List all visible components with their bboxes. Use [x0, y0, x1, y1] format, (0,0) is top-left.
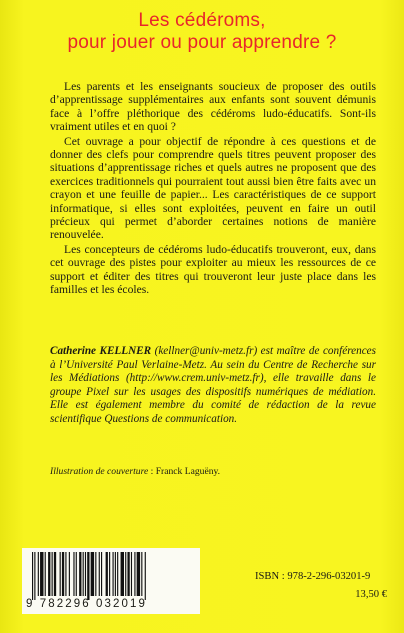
- barcode: [22, 548, 200, 614]
- book-title: [0, 10, 404, 54]
- price: 13,50 €: [355, 589, 387, 600]
- barcode-bars-icon: [32, 552, 190, 600]
- author-name: Catherine KELLNER: [50, 345, 152, 357]
- author-bio-text-2: .: [234, 412, 238, 425]
- barcode-digits: 9 782296 032019: [26, 598, 148, 610]
- blurb: [50, 80, 376, 298]
- illustration-credit: [50, 466, 376, 478]
- author-bio-text-1: (kellner@univ-metz.fr) est maître de conférences à l’Université Paul Verlaine-Metz. Au sein du Centre de Recherche sur les Médiations (http://www.crem.univ-metz.fr), elle travaille dans le groupe Pixel sur les usages des dispositifs numériques de médiation. Elle est également membre du comité de rédaction de la revue scientifique: [50, 345, 376, 425]
- isbn: ISBN : 978-2-296-03201-9: [255, 571, 371, 582]
- blurb-paragraph-3: Les concepteurs de cédéroms ludo-éducatifs trouveront, eux, dans cet ouvrage des pistes pour exploiter au mieux les ressources de ce support et éditer des titres qui trouveront leur juste place dans les familles et les écoles.: [50, 242, 376, 297]
- blurb-paragraph-2: Cet ouvrage a pour objectif de répondre à ces questions et de donner des clefs pour comprendre quels titres peuvent proposer des situations d’apprentissage riches et quels autres ne proposent que des exercices traditionnels qui pourraient tout aussi bien être faits avec un crayon et une feuille de papier... Les caractéristiques de ce support informatique, si elles sont exploitées, peuvent en faire un outil précieux qui permet d’aborder certaines notions de manière renouvelée.: [50, 134, 376, 242]
- journal-name: Questions de communication: [104, 412, 235, 425]
- illustration-value: : Franck Laguëny.: [148, 466, 221, 477]
- blurb-paragraph-1: Les parents et les enseignants soucieux de proposer des outils d’apprentissage supplémentaires aux enfants sont souvent démunis face à l’offre pléthorique des cédéroms ludo-éducatifs. Sont-ils vraiment utiles et en quoi ?: [50, 80, 376, 134]
- author-bio: [50, 345, 376, 427]
- illustration-label: Illustration de couverture: [50, 466, 149, 477]
- title-line-2: pour jouer ou pour apprendre ?: [67, 32, 337, 53]
- title-line-1: Les cédéroms,: [138, 10, 266, 31]
